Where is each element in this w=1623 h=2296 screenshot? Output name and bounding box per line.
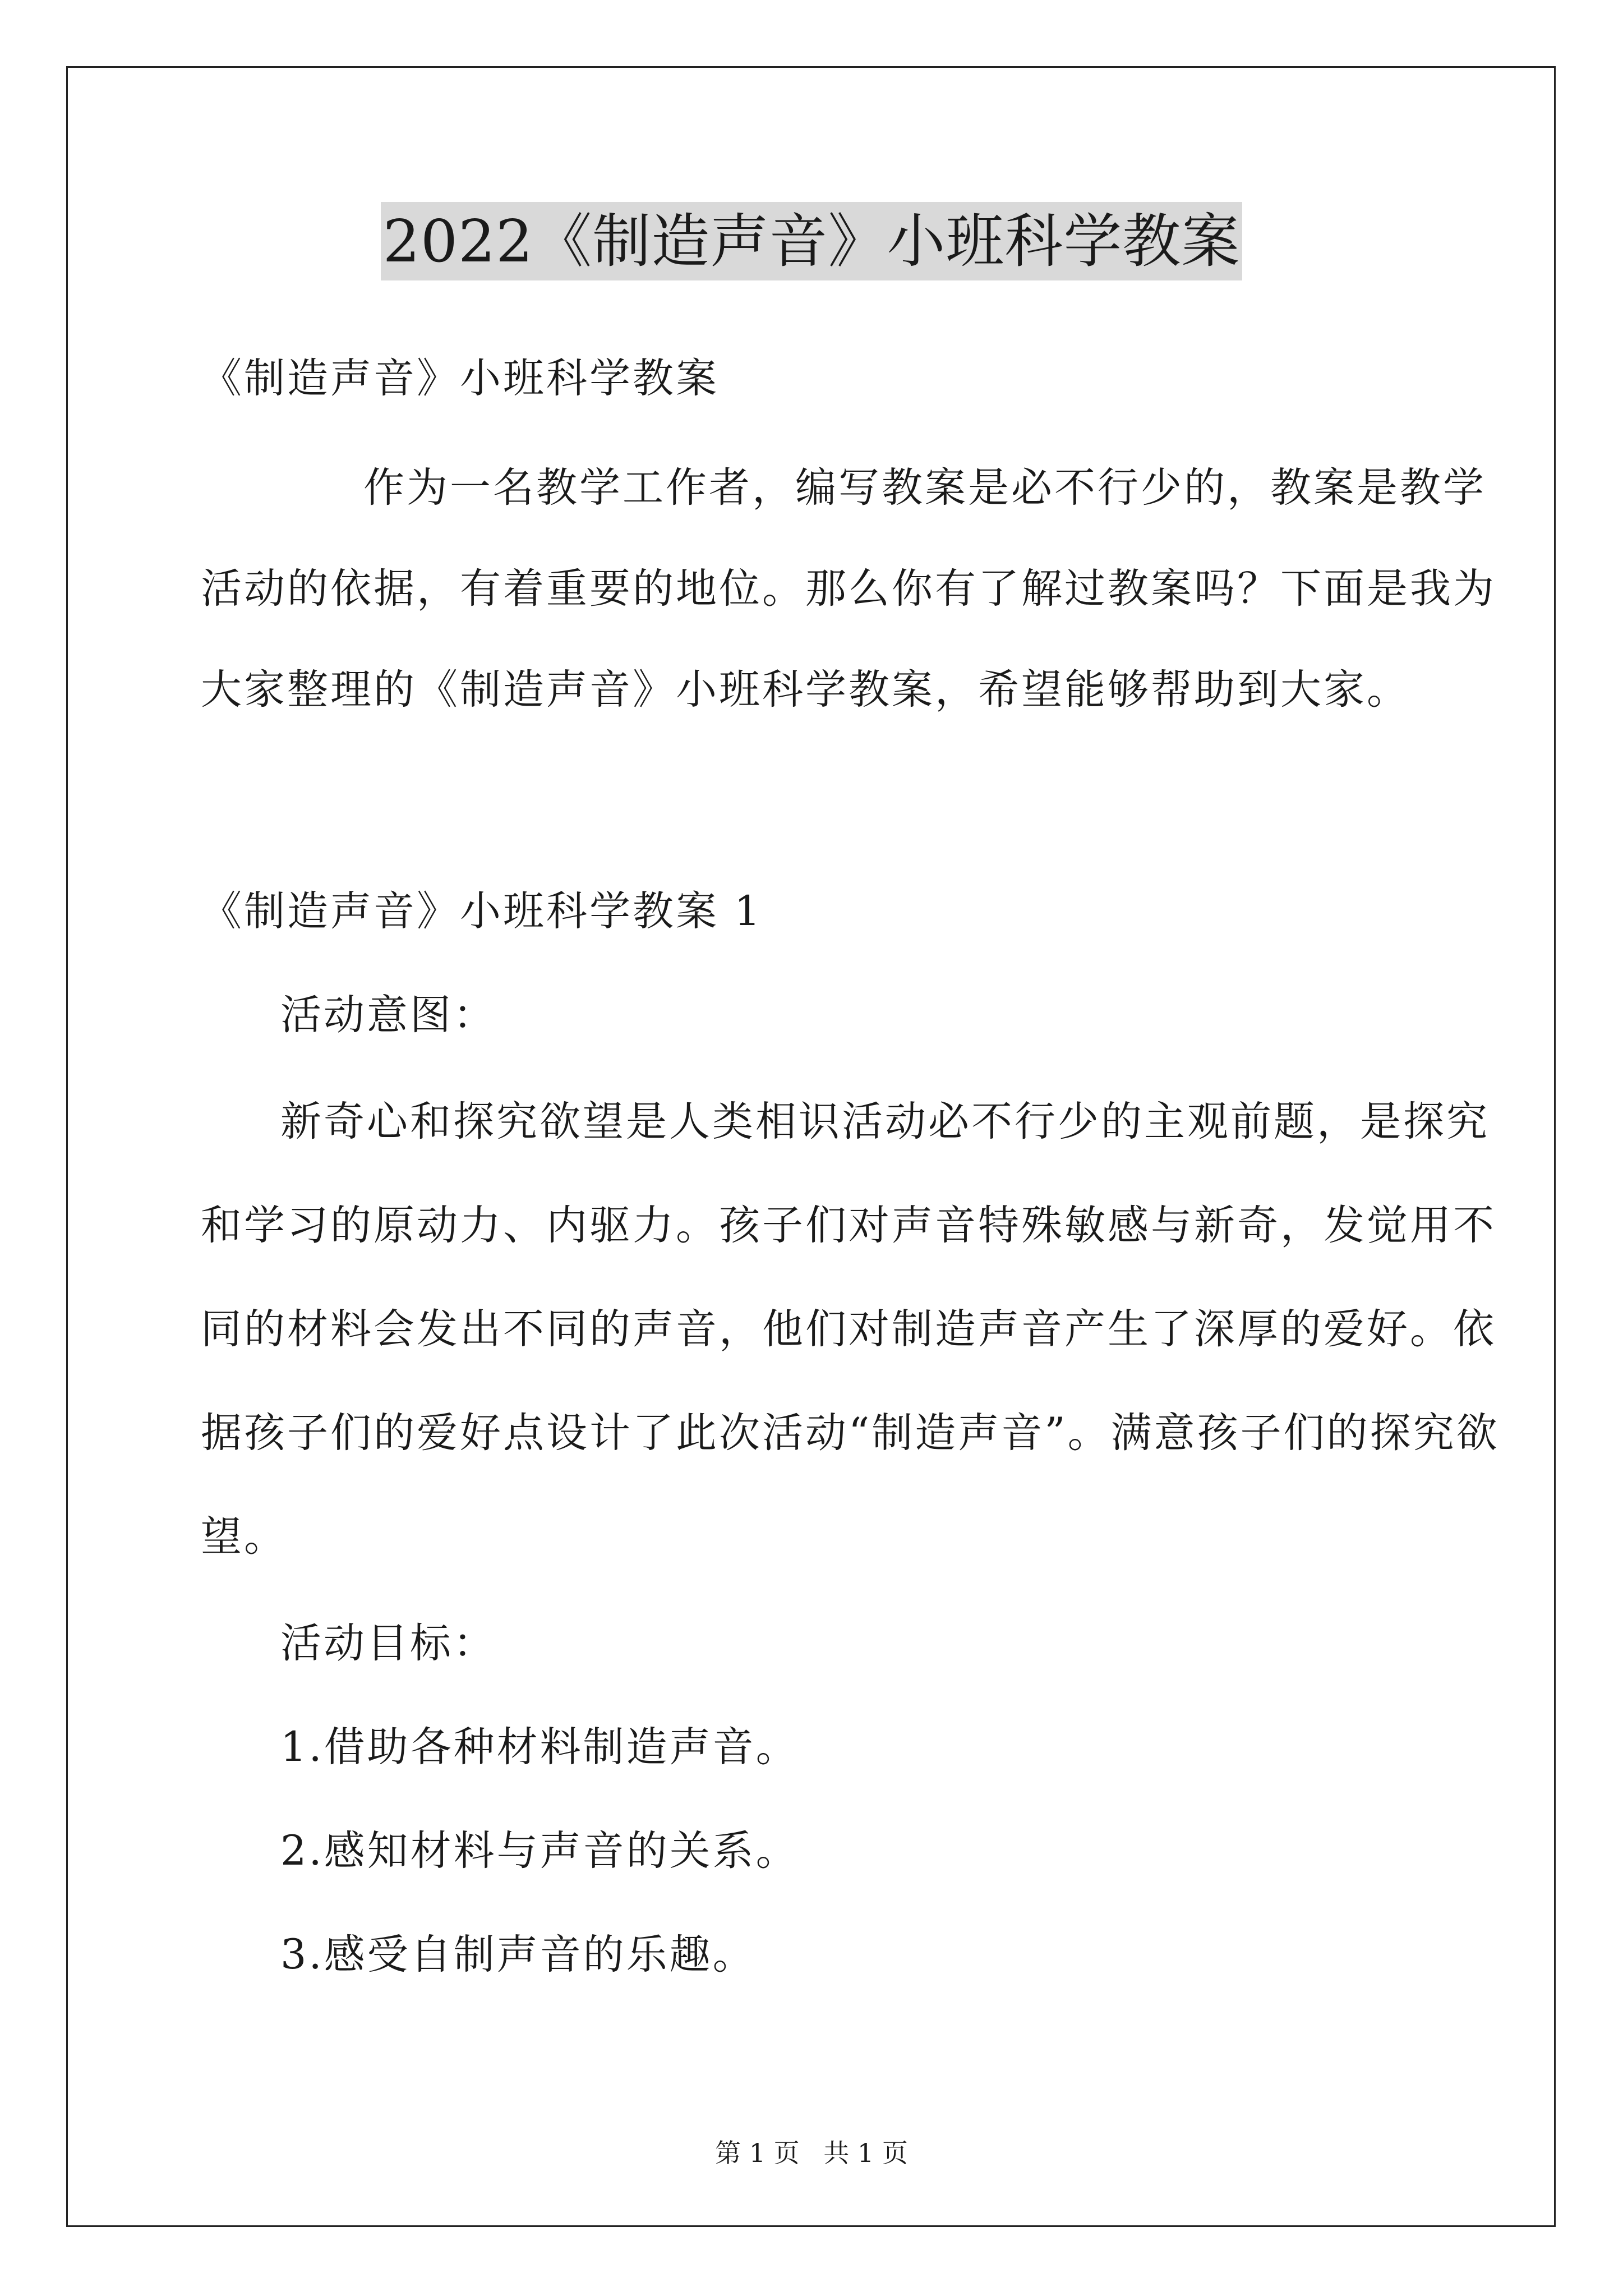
- page-number-total: 共 1 页: [823, 2138, 908, 2168]
- subtitle: 《制造声音》小班科学教案: [201, 355, 719, 402]
- section-heading: 《制造声音》小班科学教案 1: [201, 887, 763, 935]
- goal-item: 3.感受自制声音的乐趣。: [280, 1931, 756, 1978]
- paragraph-body-line: 同的材料会发出不同的声音，他们对制造声音产生了深厚的爱好。依: [201, 1305, 1496, 1353]
- paragraph-body-line: 据孩子们的爱好点设计了此次活动“制造声音”。满意孩子们的探究欲: [201, 1409, 1500, 1457]
- title-container: [0, 202, 1623, 280]
- goal-item: 2.感知材料与声音的关系。: [280, 1827, 799, 1875]
- paragraph-body-line: 望。: [201, 1513, 287, 1561]
- document-title: 2022《制造声音》小班科学教案: [381, 202, 1243, 280]
- paragraph-intro-line: 作为一名教学工作者，编写教案是必不行少的，教案是教学: [363, 464, 1486, 512]
- paragraph-intro-line: 活动的依据，有着重要的地位。那么你有了解过教案吗？下面是我为: [201, 565, 1496, 613]
- page-footer: [0, 2136, 1623, 2170]
- paragraph-intro-line: 大家整理的《制造声音》小班科学教案，希望能够帮助到大家。: [201, 666, 1410, 714]
- page-number-current: 第 1 页: [715, 2138, 800, 2168]
- paragraph-body-line: 新奇心和探究欲望是人类相识活动必不行少的主观前题，是探究: [280, 1098, 1490, 1145]
- paragraph-body-line: 和学习的原动力、内驱力。孩子们对声音特殊敏感与新奇，发觉用不: [201, 1202, 1496, 1249]
- subheading-activity-goals: 活动目标：: [280, 1619, 496, 1667]
- goal-item: 1.借助各种材料制造声音。: [280, 1723, 799, 1771]
- subheading-activity-intent: 活动意图：: [280, 991, 496, 1039]
